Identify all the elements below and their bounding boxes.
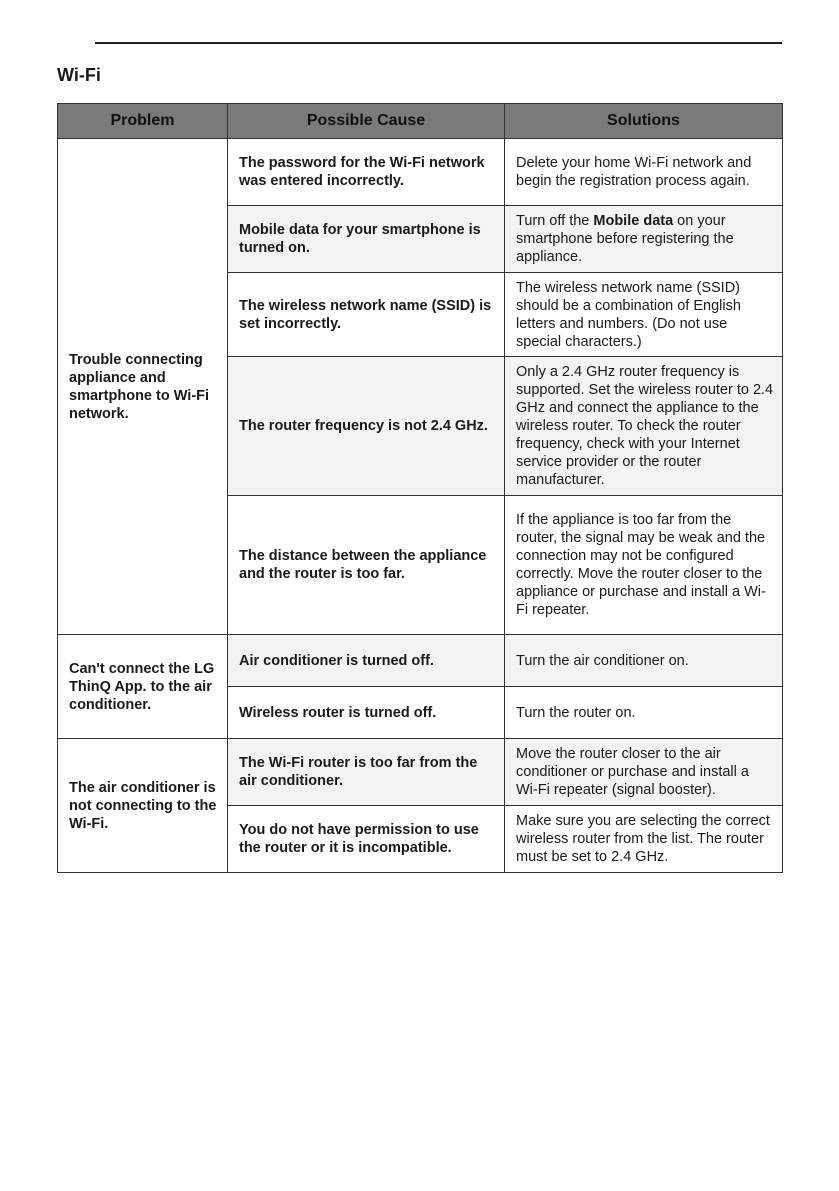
solution-cell [505,687,783,739]
problem-text: The air conditioner is not connecting to the Wi-Fi. [69,779,217,832]
table-header-row [58,104,783,139]
solution-cell [505,739,783,806]
solution-cell [505,496,783,635]
top-rule [95,42,782,44]
cause-cell [228,739,505,806]
solution-cell [505,806,783,873]
header-solutions: Solutions [505,104,783,139]
solution-cell [505,273,783,357]
problem-cell [58,139,228,635]
cause-cell [228,806,505,873]
solution-text: Delete your home Wi-Fi network and begin the registration process again. [516,155,752,189]
cause-cell [228,273,505,357]
solution-text-bold: Mobile data [593,213,674,229]
solution-text: Make sure you are selecting the correct wireless router from the list. The router must be set to 2.4 GHz. [516,813,770,865]
cause-text: The distance between the appliance and the router is too far. [239,548,487,582]
problem-text: Trouble connecting appliance and smartphone to Wi-Fi network. [69,351,210,422]
solution-cell [505,635,783,687]
section-title: Wi-Fi [57,65,101,85]
problem-text: Can't connect the LG ThinQ App. to the air conditioner. [69,660,215,713]
solution-text: Move the router closer to the air conditioner or purchase and install a Wi-Fi repeater (signal booster). [516,746,749,798]
cause-text: The password for the Wi-Fi network was entered incorrectly. [239,155,485,189]
table-row [58,635,783,687]
cause-text: You do not have permission to use the router or it is incompatible. [239,822,479,856]
cause-cell [228,635,505,687]
header-possible-cause: Possible Cause [228,104,505,139]
solution-text: Turn the router on. [516,704,636,721]
cause-text: The router frequency is not 2.4 GHz. [239,418,488,434]
troubleshooting-table [57,103,783,873]
solution-text-pre: Turn off the [516,213,594,229]
cause-text: The wireless network name (SSID) is set incorrectly. [239,297,492,332]
solution-text: Turn the air conditioner on. [516,652,689,669]
solution-cell [505,139,783,206]
cause-text: Mobile data for your smartphone is turned on. [239,222,481,256]
cause-text: Air conditioner is turned off. [239,652,434,669]
cause-text: Wireless router is turned off. [239,704,437,721]
cause-cell [228,496,505,635]
solution-cell [505,206,783,273]
solution-text: If the appliance is too far from the router, the signal may be weak and the connection may not be configured correctly. Move the router closer to the appliance or purchase and install a Wi-Fi repeater. [516,512,766,618]
problem-cell [58,635,228,739]
solution-text [516,212,774,266]
cause-cell [228,139,505,206]
table-row [58,139,783,206]
cause-cell [228,687,505,739]
solution-text: Only a 2.4 GHz router frequency is supported. Set the wireless router to 2.4 GHz and connect the appliance to the wireless router. To check the router frequency, check with your Internet service provider or the router manufacturer. [516,364,774,488]
cause-cell [228,357,505,496]
problem-cell [58,739,228,873]
solution-text: The wireless network name (SSID) should be a combination of English letters and numbers. (Do not use special characters.) [516,279,741,350]
solution-cell [505,357,783,496]
solution-text-post: on your smartphone before registering the appliance. [516,213,734,265]
cause-cell [228,206,505,273]
header-problem: Problem [58,104,228,139]
cause-text: The Wi-Fi router is too far from the air conditioner. [239,755,478,789]
table-row [58,739,783,806]
